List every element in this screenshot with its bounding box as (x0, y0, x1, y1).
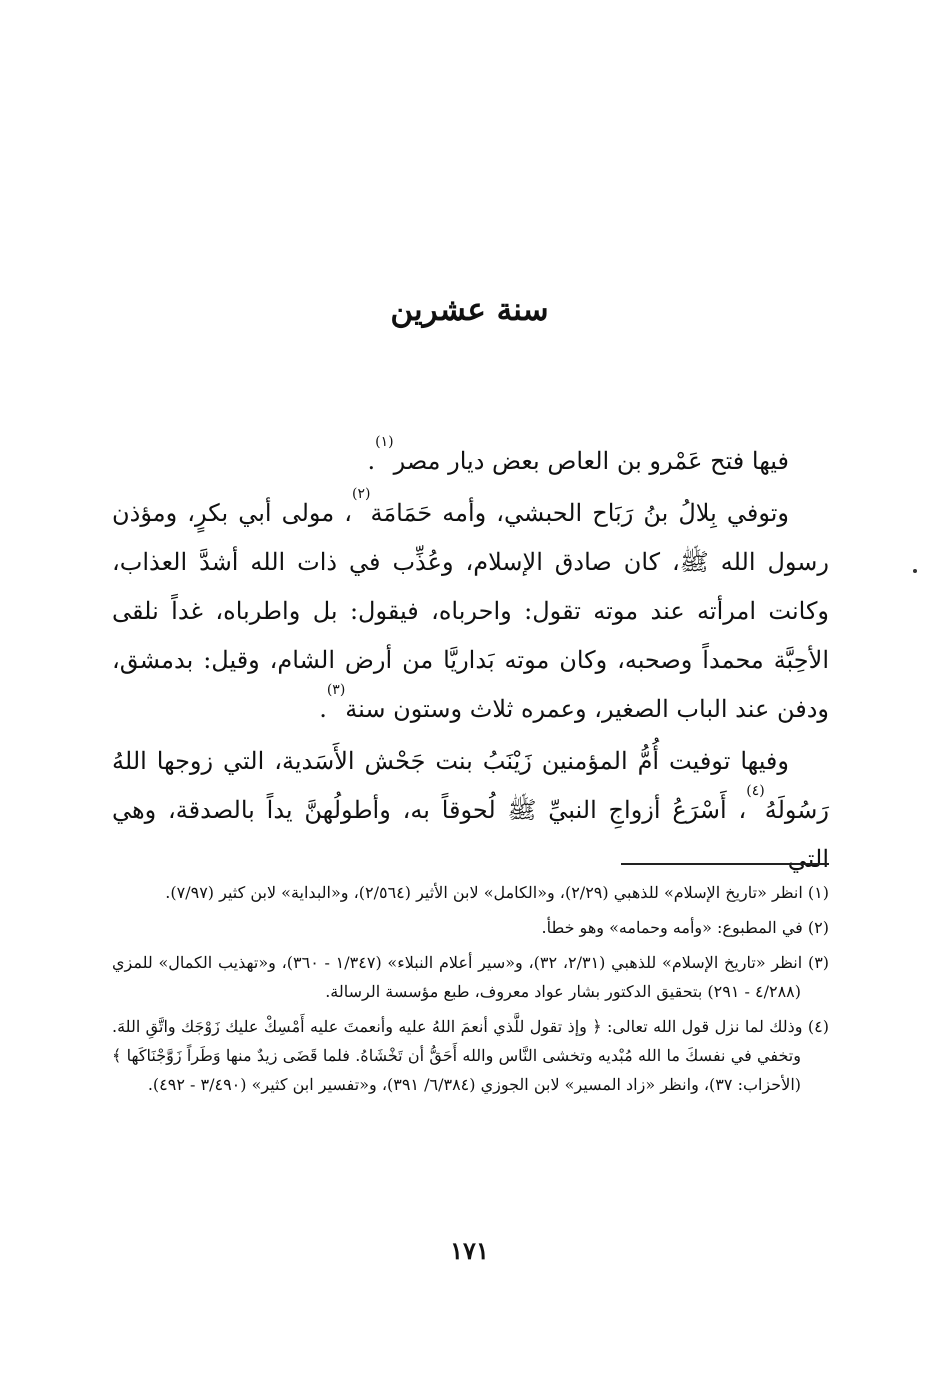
paragraph-text: وتوفي بِلالُ بنُ رَبَاح الحبشي، وأمه حَمَامَة (370, 499, 790, 527)
paragraph-conquest-egypt (112, 434, 829, 486)
footnote-4: (٤) وذلك لما نزل قول الله تعالى: ﴿ وإذ تقول للَّذي أنعمَ اللهُ عليه وأنعمتَ عليه أَمْسِكْ عليك زَوْجَك واتَّقِ اللهَ. وتخفي في نفسكَ ما الله مُبْديه وتخشى النَّاس والله أَحَقُّ أن تَخْشَاهُ. فلما قَضَى زيدٌ منها وَطَراً زَوَّجْنَاكَها ﴾ (الأحزاب: ٣٧)، وانظر «زاد المسير» لابن الجوزي (٦/٣٨٤/ ٣٩١)، و«تفسير ابن كثير» (٣/٤٩٠ - ٤٩٢). (112, 1017, 829, 1094)
main-text (112, 434, 829, 884)
page-number: ١٧١ (450, 1236, 489, 1265)
footnote-ref-1[interactable]: (١) (375, 434, 394, 450)
footnote-2: (٢) في المطبوع: «وأمه وحمامه» وهو خطأ. (541, 918, 829, 937)
footnote-ref-4[interactable]: (٤) (746, 783, 765, 799)
footnote-divider (621, 863, 829, 865)
paragraph-tail-2: . (319, 695, 327, 723)
footnote-3: (٣) انظر «تاريخ الإسلام» للذهبي (٢/٣١، ٣٢)، و«سير أعلام النبلاء» (١/٣٤٧ - ٣٦٠)، و«تهذيب الكمال» للمزي (٤/٢٨٨ - ٢٩١) بتحقيق الدكتور بشار عواد معروف، طبع مؤسسة الرسالة. (112, 953, 830, 1001)
footnote-ref-2[interactable]: (٢) (351, 486, 371, 502)
paragraph-text: وفيها توفيت أُمُّ المؤمنين زَيْنَبُ بنت جَحْش الأَسَدية، التي زوجها اللهُ رَسُولَهُ (112, 747, 829, 824)
footnote-ref-3[interactable]: (٣) (326, 682, 346, 698)
paragraph-tail: . (367, 447, 376, 475)
footnotes-section (112, 878, 829, 1105)
paragraph-bilal (112, 486, 829, 734)
chapter-title: سنة عشرين (390, 292, 549, 328)
footnote-1: (١) انظر «تاريخ الإسلام» للذهبي (٢/٢٩)، و«الكامل» لابن الأثير (٢/٥٦٤)، و«البداية» لابن كثير (٧/٩٧). (165, 883, 829, 902)
paragraph-zaynab (112, 737, 829, 884)
paragraph-tail: ، مولى أبي بكرٍ، ومؤذن رسول الله ﷺ، كان صادق الإسلام، وعُذِّب في ذات الله أشدَّ العذاب، وكانت امرأته عند موته تقول: واحرباه، فيقول: بل واطرباه، غداً نلقى الأحِبَّة محمداً وصحبه، وكان موته بَداريَّا من أرض الشام، وقيل: بدمشق، ودفن عند الباب الصغير، وعمره ثلاث وستون سنة (112, 499, 829, 723)
paragraph-tail: ، أَسْرَعُ أزواجِ النبيِّ ﷺ لُحوقاً به، وأطولُهنَّ يداً بالصدقة، وهي التي (112, 796, 829, 873)
scan-speck (913, 569, 917, 573)
paragraph-text: فيها فتح عَمْرو بن العاص بعض ديار مصر (393, 447, 789, 475)
